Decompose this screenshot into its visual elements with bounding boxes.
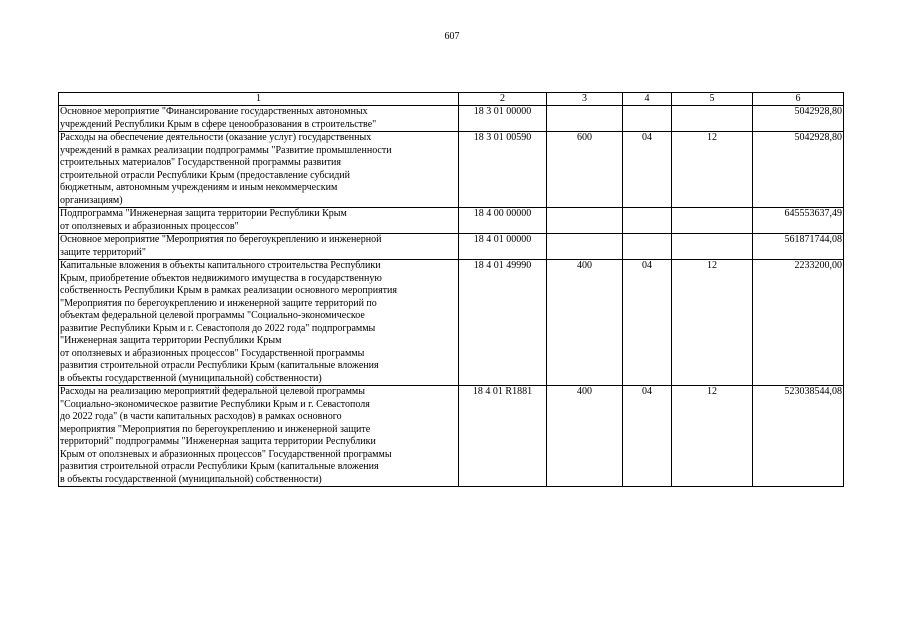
row-pr-cell: 12 [672,386,753,487]
row-vr-cell: 400 [547,260,623,386]
row-pr-cell [672,234,753,260]
row-name-cell [59,386,459,487]
row-csr-cell: 18 3 01 00000 [459,106,547,132]
column-header: 2 [459,93,547,106]
row-name: Основное мероприятие "Финансирование государственных автономных учреждений Республики Крым в сфере ценообразования в строительстве" [60,106,377,130]
row-name: Капитальные вложения в объекты капитального строительства Республики Крым, приобретение объектов недвижимого имущества в государственную собственность Республики Крым в рамках реализации основного мероприятия "Мероприятия по берегоукреплению и инженерной защите территорий по объектам федеральной целевой программы "Социально-экономическое развитие Республики Крым и г. Севастополя до 2022 года" подпрограммы "Инженерная защита территории Республики Крым от оползневых и абразионных процессов" Государственной программы развития строительной отрасли Республики Крым (капитальные вложения в объекты государственной (муниципальной) собственности) [60,260,398,384]
row-name-cell [59,208,459,234]
row-rz-cell: 04 [623,132,672,208]
row-rz-cell [623,106,672,132]
row-amount-cell: 645553637,49 [753,208,844,234]
column-header: 1 [59,93,459,106]
row-amount-cell: 561871744,08 [753,234,844,260]
row-pr-cell: 12 [672,132,753,208]
row-name: Подпрограмма "Инженерная защита территории Республики Крым от оползневых и абразионных процессов" [60,208,347,232]
row-amount-cell: 2233200,00 [753,260,844,386]
row-vr-cell [547,208,623,234]
table-header-row [59,93,844,106]
column-header: 6 [753,93,844,106]
row-pr-cell [672,106,753,132]
row-csr-cell: 18 4 01 49990 [459,260,547,386]
row-pr-cell: 12 [672,260,753,386]
row-name-cell [59,260,459,386]
budget-table [58,92,844,487]
row-rz-cell: 04 [623,386,672,487]
row-csr-cell: 18 4 01 00000 [459,234,547,260]
column-header: 3 [547,93,623,106]
column-header: 4 [623,93,672,106]
row-amount-cell: 5042928,80 [753,132,844,208]
page-number: 607 [444,31,460,42]
table-row [59,386,844,487]
row-csr-cell: 18 4 01 R1881 [459,386,547,487]
table-row [59,260,844,386]
column-header: 5 [672,93,753,106]
row-csr-cell: 18 4 00 00000 [459,208,547,234]
table-row [59,106,844,132]
row-name: Расходы на обеспечение деятельности (оказание услуг) государственных учреждений в рамках реализации подпрограммы "Развитие промышленности строительных материалов" Государственной программы развития строительной отрасли Республики Крым (предоставление субсидий бюджетным, автономным учреждениям и иным некоммерческим организациям) [60,132,392,206]
row-vr-cell [547,234,623,260]
row-rz-cell: 04 [623,260,672,386]
row-name: Основное мероприятие "Мероприятия по берегоукреплению и инженерной защите территорий" [60,234,382,258]
row-vr-cell [547,106,623,132]
table-row [59,132,844,208]
row-vr-cell: 400 [547,386,623,487]
row-name-cell [59,132,459,208]
row-amount-cell: 5042928,80 [753,106,844,132]
row-amount-cell: 523038544,08 [753,386,844,487]
row-vr-cell: 600 [547,132,623,208]
row-csr-cell: 18 3 01 00590 [459,132,547,208]
row-pr-cell [672,208,753,234]
row-rz-cell [623,234,672,260]
table-row [59,234,844,260]
row-rz-cell [623,208,672,234]
row-name: Расходы на реализацию мероприятий федеральной целевой программы "Социально-экономическое развитие Республики Крым и г. Севастополя до 2022 года" (в части капитальных расходов) в рамках основного мероприятия "Мероприятия по берегоукреплению и инженерной защите территорий" подпрограммы "Инженерная защита территории Республики Крым от оползневых и абразионных процессов" Государственной программы развития строительной отрасли Республики Крым (капитальные вложения в объекты государственной (муниципальной) собственности) [60,386,392,485]
table-row [59,208,844,234]
row-name-cell [59,234,459,260]
row-name-cell [59,106,459,132]
